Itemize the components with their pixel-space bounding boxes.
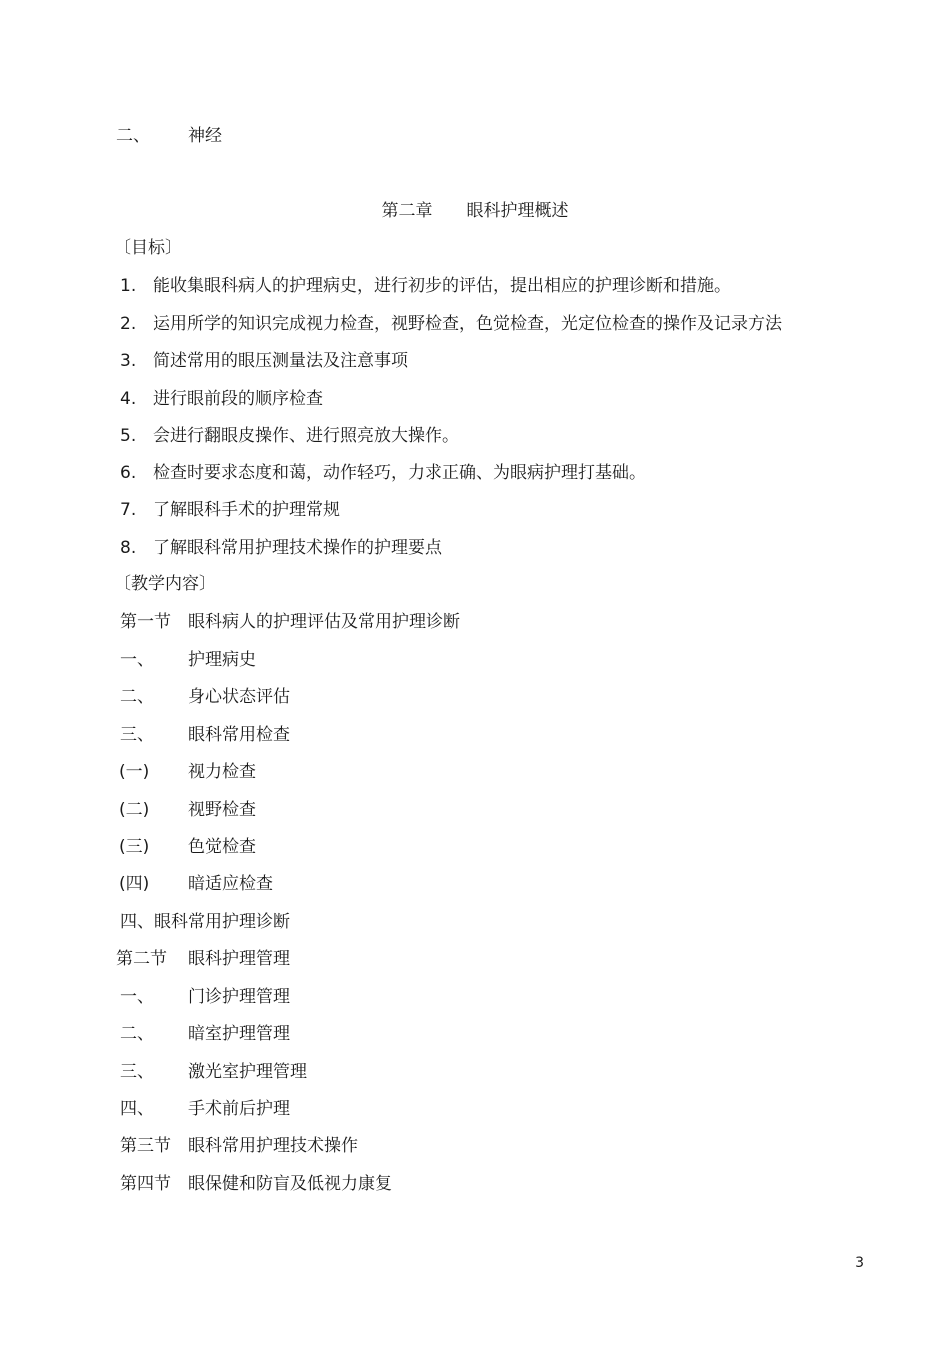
list-item: 激光室护理管理: [188, 1062, 307, 1082]
list-item: 门诊护理管理: [188, 987, 290, 1007]
objective-text: 了解眼科常用护理技术操作的护理要点: [153, 538, 442, 558]
content-heading: 〔教学内容〕: [114, 574, 216, 594]
objective-text: 能收集眼科病人的护理病史，进行初步的评估，提出相应的护理诊断和措施。: [153, 276, 731, 296]
objective-number: 3.: [120, 351, 137, 371]
list-item: 视野检查: [188, 800, 256, 820]
list-item: 视力检查: [188, 762, 256, 782]
objective-number: 4.: [120, 389, 137, 409]
chapter-title: [0, 200, 950, 222]
objectives-heading: 〔目标〕: [114, 238, 182, 258]
list-item: 暗适应检查: [188, 874, 273, 894]
list-marker: 一、: [120, 650, 154, 670]
intro-marker: 二、: [116, 126, 150, 146]
objective-number: 6.: [120, 463, 137, 483]
list-marker: 一、: [120, 987, 154, 1007]
section-title: 眼科护理管理: [188, 949, 290, 969]
list-item: 身心状态评估: [188, 687, 290, 707]
list-marker: 四、: [120, 1099, 154, 1119]
objective-text: 简述常用的眼压测量法及注意事项: [153, 351, 408, 371]
objective-number: 1.: [120, 276, 137, 296]
objective-text: 检查时要求态度和蔼，动作轻巧，力求正确、为眼病护理打基础。: [153, 463, 646, 483]
intro-text: 神经: [188, 126, 222, 146]
objective-text: 运用所学的知识完成视力检查，视野检查，色觉检查，光定位检查的操作及记录方法: [153, 314, 782, 334]
section-label: 第三节: [120, 1136, 171, 1156]
section-label: 第四节: [120, 1174, 171, 1194]
list-marker: 二、: [120, 687, 154, 707]
chapter-name: 眼科护理概述: [466, 201, 569, 221]
list-marker: 三、: [120, 1062, 154, 1082]
objective-number: 8.: [120, 538, 137, 558]
chapter-number: 第二章: [381, 201, 433, 221]
page-number: 3: [855, 1255, 864, 1271]
list-marker: (四): [119, 874, 150, 894]
list-marker: (二): [119, 800, 150, 820]
list-item: 手术前后护理: [188, 1099, 290, 1119]
objective-text: 进行眼前段的顺序检查: [153, 389, 323, 409]
section-title: 眼科病人的护理评估及常用护理诊断: [188, 612, 460, 632]
list-marker: (一): [119, 762, 150, 782]
list-item: 护理病史: [188, 650, 256, 670]
objective-number: 7.: [120, 500, 137, 520]
list-item: 眼科常用检查: [188, 725, 290, 745]
section-label: 第二节: [116, 949, 167, 969]
section-label: 第一节: [120, 612, 171, 632]
objective-text: 会进行翻眼皮操作、进行照亮放大操作。: [153, 426, 459, 446]
objective-text: 了解眼科手术的护理常规: [153, 500, 340, 520]
list-item: 色觉检查: [188, 837, 256, 857]
list-item: 暗室护理管理: [188, 1024, 290, 1044]
list-marker: 三、: [120, 725, 154, 745]
list-marker: (三): [119, 837, 150, 857]
list-item: 四、眼科常用护理诊断: [120, 912, 290, 932]
objective-number: 2.: [120, 314, 137, 334]
section-title: 眼保健和防盲及低视力康复: [188, 1174, 392, 1194]
objective-number: 5.: [120, 426, 137, 446]
list-marker: 二、: [120, 1024, 154, 1044]
section-title: 眼科常用护理技术操作: [188, 1136, 358, 1156]
